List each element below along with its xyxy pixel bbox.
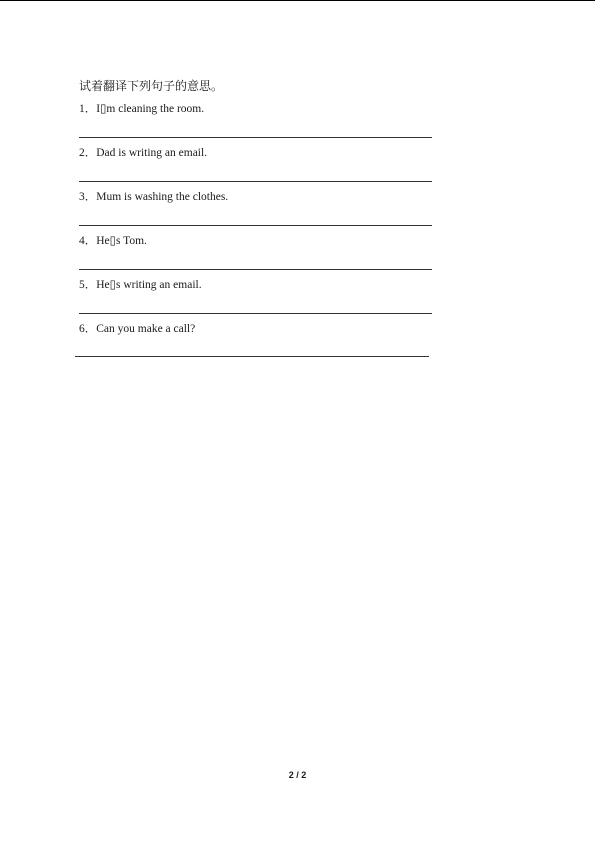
answer-line-2[interactable]	[79, 181, 432, 182]
answer-line-4[interactable]	[79, 269, 432, 270]
question-5	[79, 277, 202, 293]
top-border-rule	[0, 0, 595, 1]
question-number: 3．	[79, 191, 97, 203]
question-2	[79, 145, 207, 161]
question-text: Dad is writing an email.	[96, 147, 208, 159]
instruction-heading: 试着翻译下列句子的意思。	[79, 79, 224, 93]
answer-line-1[interactable]	[79, 137, 432, 138]
question-text: He▯s Tom.	[96, 235, 147, 247]
question-number: 4．	[79, 235, 97, 247]
question-text: Can you make a call?	[96, 323, 196, 335]
question-number: 2．	[79, 147, 97, 159]
page-number: 2 / 2	[288, 770, 307, 780]
question-4	[79, 233, 147, 249]
question-3	[79, 189, 228, 205]
question-1	[79, 101, 204, 117]
question-number: 1．	[79, 103, 97, 115]
question-text: Mum is washing the clothes.	[96, 191, 229, 203]
answer-line-5[interactable]	[79, 313, 432, 314]
question-number: 5．	[79, 279, 97, 291]
question-6	[79, 321, 195, 337]
answer-line-6[interactable]	[75, 356, 429, 357]
question-number: 6．	[79, 323, 97, 335]
answer-line-3[interactable]	[79, 225, 432, 226]
question-text: He▯s writing an email.	[96, 279, 202, 291]
question-text: I▯m cleaning the room.	[96, 103, 205, 115]
